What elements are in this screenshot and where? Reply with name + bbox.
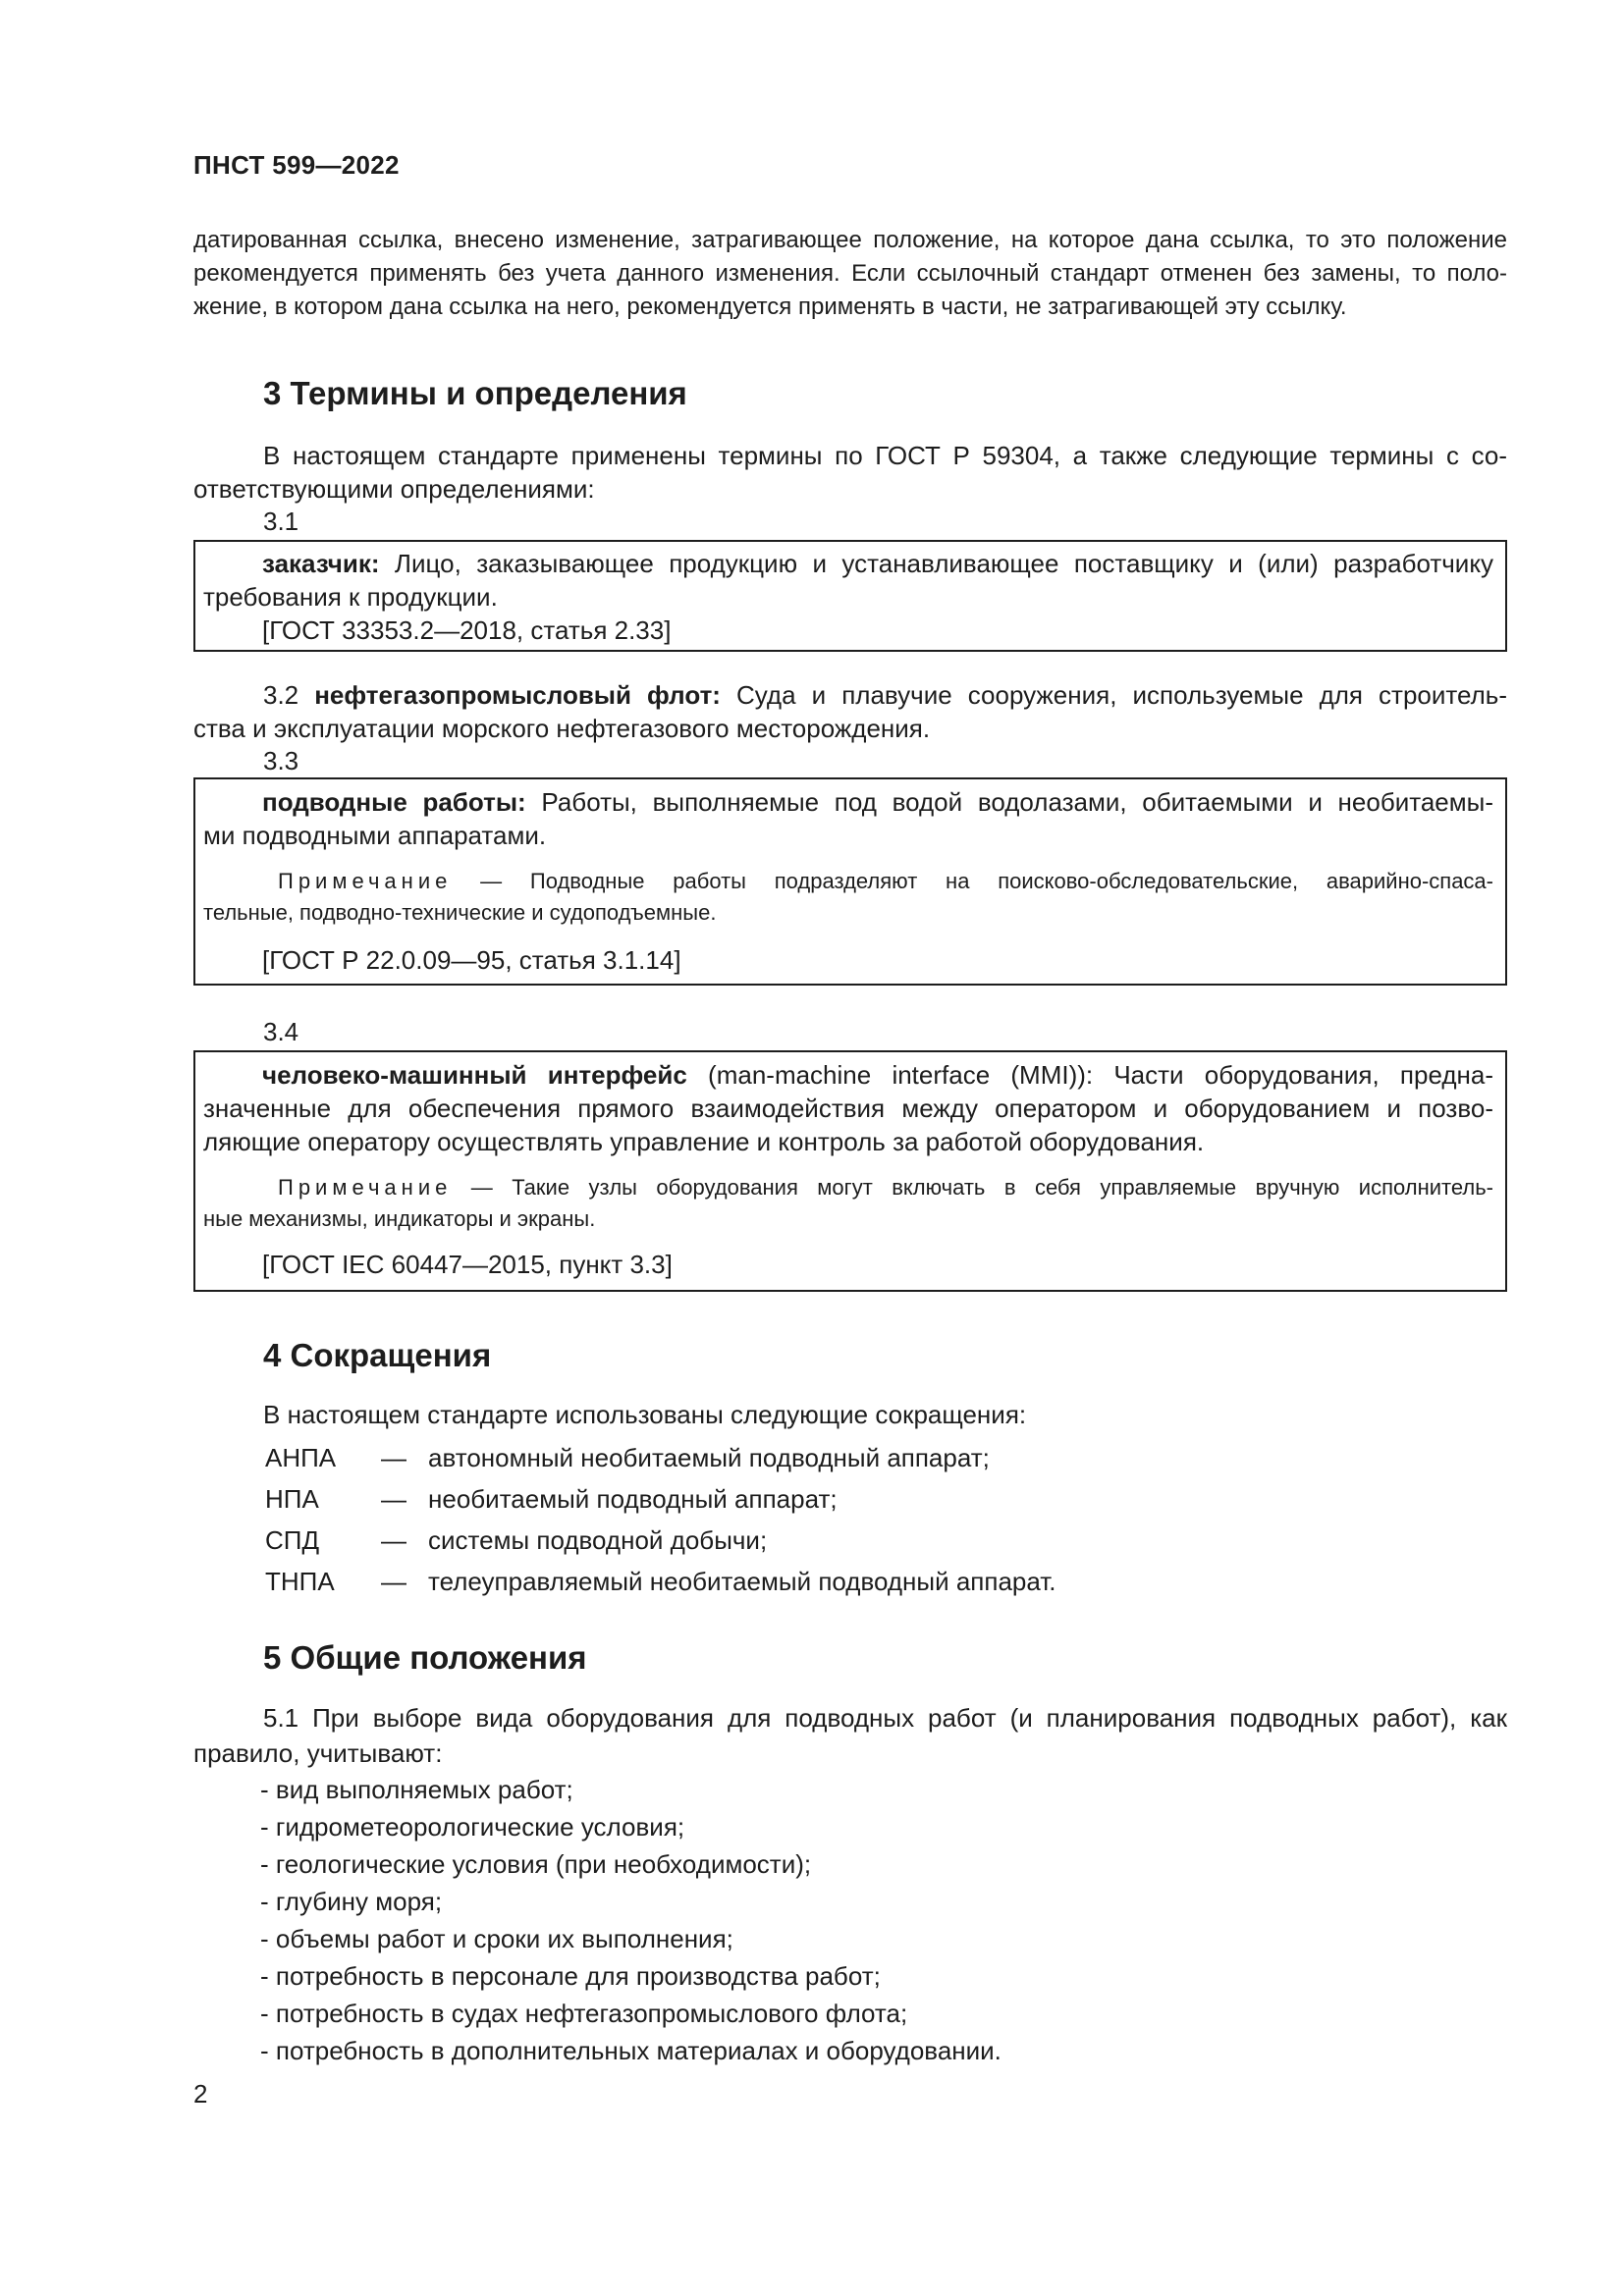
abbr-definition: необитаемый подводный аппарат; xyxy=(428,1484,838,1514)
term-3-3-note-line-1 xyxy=(278,866,1493,897)
abbr-dash: — xyxy=(381,1484,406,1514)
abbr-dash: — xyxy=(381,1525,406,1555)
term-3-2-def-2: ства и эксплуатации морского нефтегазового месторождения. xyxy=(193,714,931,743)
section-5-1-line-2: правило, учитывают: xyxy=(193,1738,443,1768)
term-3-3-number: 3.3 xyxy=(263,746,299,775)
term-3-4-term: человеко-машинный интерфейс xyxy=(262,1060,687,1090)
term-3-1-source: [ГОСТ 33353.2—2018, статья 2.33] xyxy=(262,615,672,645)
section-3-intro-line-1: В настоящем стандарте применены термины по ГОСТ Р 59304, а также следующие термины с со- xyxy=(263,441,1507,470)
abbr-definition: телеуправляемый необитаемый подводный аппарат. xyxy=(428,1567,1056,1596)
section-5-1-line-1: 5.1 При выборе вида оборудования для подводных работ (и планирования подводных работ), как xyxy=(263,1703,1507,1733)
term-3-1-def-2: требования к продукции. xyxy=(203,582,498,612)
term-3-1-term: заказчик: xyxy=(262,549,380,578)
term-3-3-def-1: Работы, выполняемые под водой водолазами, обитаемыми и необитаемы- xyxy=(525,787,1493,817)
list-item: - вид выполняемых работ; xyxy=(260,1775,573,1804)
term-3-2-def-1: Суда и плавучие сооружения, используемые для строитель- xyxy=(720,680,1507,710)
list-item: - объемы работ и сроки их выполнения; xyxy=(260,1924,733,1953)
term-3-4-note-line-1 xyxy=(278,1172,1493,1203)
term-3-4-note-2: ные механизмы, индикаторы и экраны. xyxy=(203,1206,596,1231)
intro-line-1: датированная ссылка, внесено изменение, затрагивающее положение, на которое дана ссылка, то это положение xyxy=(193,227,1507,253)
term-3-4-def-1: (man-machine interface (MMI)): Части оборудования, предна- xyxy=(686,1060,1493,1090)
term-3-3-line-1 xyxy=(262,784,1493,820)
term-3-4-source: [ГОСТ IEC 60447—2015, пункт 3.3] xyxy=(262,1250,673,1279)
term-3-4-def-2: значенные для обеспечения прямого взаимодействия между оператором и оборудованием и позво- xyxy=(203,1094,1493,1123)
section-3-title: 3 Термины и определения xyxy=(263,375,687,411)
abbr-term: ТНПА xyxy=(265,1567,335,1596)
abbr-term: СПД xyxy=(265,1525,320,1555)
abbr-term: АНПА xyxy=(265,1443,337,1472)
abbr-definition: автономный необитаемый подводный аппарат; xyxy=(428,1443,990,1472)
term-3-1-line-1 xyxy=(262,546,1493,581)
term-3-1-number: 3.1 xyxy=(263,507,299,536)
intro-line-2: рекомендуется применять без учета данного изменения. Если ссылочный стандарт отменен без замены, то поло- xyxy=(193,260,1507,287)
document-header: ПНСТ 599—2022 xyxy=(193,150,400,180)
section-3-intro-line-2: ответствующими определениями: xyxy=(193,474,595,504)
term-3-2-line-1 xyxy=(263,677,1507,713)
section-5-title: 5 Общие положения xyxy=(263,1639,587,1676)
term-3-4-def-3: ляющие оператору осуществлять управление и контроль за работой оборудования. xyxy=(203,1127,1205,1156)
list-item: - глубину моря; xyxy=(260,1887,443,1916)
term-3-4-note-1: — Такие узлы оборудования могут включать в себя управляемые вручную исполнитель- xyxy=(452,1175,1493,1200)
abbr-definition: системы подводной добычи; xyxy=(428,1525,768,1555)
term-3-1-box xyxy=(193,540,1507,652)
term-3-4-line-1 xyxy=(262,1057,1493,1093)
term-3-3-box xyxy=(193,777,1507,986)
term-3-4-box xyxy=(193,1050,1507,1292)
abbr-dash: — xyxy=(381,1567,406,1596)
term-3-3-term: подводные работы: xyxy=(262,787,526,817)
list-item: - потребность в судах нефтегазопромыслового флота; xyxy=(260,1999,908,2028)
term-3-4-note-label: Примечание xyxy=(278,1175,453,1200)
list-item: - потребность в дополнительных материалах и оборудовании. xyxy=(260,2036,1001,2065)
section-4-title: 4 Сокращения xyxy=(263,1337,492,1373)
term-3-3-note-1: — Подводные работы подразделяют на поисково-обследовательские, аварийно-спаса- xyxy=(452,869,1493,893)
term-3-3-source: [ГОСТ Р 22.0.09—95, статья 3.1.14] xyxy=(262,945,681,975)
term-3-3-note-2: тельные, подводно-технические и судоподъемные. xyxy=(203,900,717,925)
term-3-2-term: нефтегазопромысловый флот: xyxy=(314,680,721,710)
list-item: - гидрометеорологические условия; xyxy=(260,1812,685,1842)
intro-line-3: жение, в котором дана ссылка на него, рекомендуется применять в части, не затрагивающей эту ссылку. xyxy=(193,294,1347,320)
abbr-dash: — xyxy=(381,1443,406,1472)
term-3-2-number: 3.2 xyxy=(263,680,299,710)
abbr-term: НПА xyxy=(265,1484,319,1514)
term-3-3-note-label: Примечание xyxy=(278,869,453,893)
page-number: 2 xyxy=(193,2079,208,2109)
section-4-intro: В настоящем стандарте использованы следующие сокращения: xyxy=(263,1400,1027,1429)
term-3-3-def-2: ми подводными аппаратами. xyxy=(203,821,547,850)
term-3-4-number: 3.4 xyxy=(263,1017,299,1046)
list-item: - потребность в персонале для производства работ; xyxy=(260,1961,881,1991)
list-item: - геологические условия (при необходимости); xyxy=(260,1849,812,1879)
term-3-1-def-1: Лицо, заказывающее продукцию и устанавливающее поставщику и (или) разработчику xyxy=(379,549,1493,578)
